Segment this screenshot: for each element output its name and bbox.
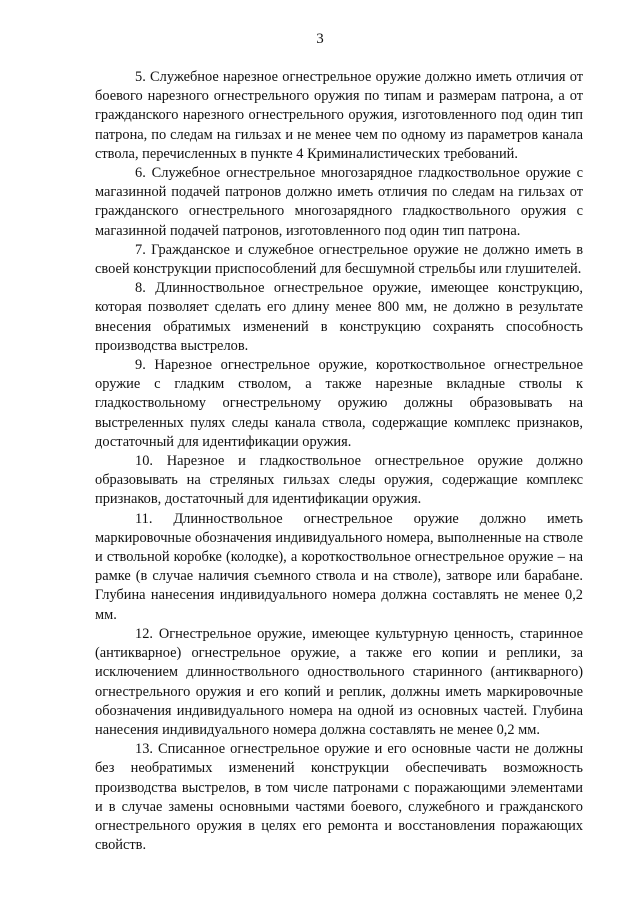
paragraph-12: 12. Огнестрельное оружие, имеющее культурную ценность, старинное (антикварное) огнестрельное оружие, а также его копии и реплики, за исключением длинноствольного одноствольного старинного (антикварного) огнестрельного оружия и его копий и реплик, должны иметь маркировочные обозначения индивидуального номера на одной из основных частей. Глубина нанесения индивидуального номера должна составлять не менее 0,2 мм. [95,625,583,738]
page-number: 3 [316,31,324,47]
document-body [95,68,583,855]
paragraph-10: 10. Нарезное и гладкоствольное огнестрельное оружие должно образовывать на стреляных гильзах следы оружия, содержащие комплекс признаков, достаточный для идентификации оружия. [95,453,583,508]
paragraph-13: 13. Списанное огнестрельное оружие и его основные части не должны без необратимых изменений конструкции обеспечивать возможность производства выстрелов, в том числе патронами с поражающими элементами и в случае замены основными частями боевого, служебного и гражданского огнестрельного оружия в целях его ремонта и восстановления поражающих свойств. [95,741,583,854]
paragraph-8: 8. Длинноствольное огнестрельное оружие, имеющее конструкцию, которая позволяет сделать его длину менее 800 мм, не должно в результате внесения обратимых изменений в конструкцию сохранять способность производства выстрелов. [95,280,583,354]
paragraph-11: 11. Длинноствольное огнестрельное оружие должно иметь маркировочные обозначения индивидуального номера, выполненные на стволе и ствольной коробке (колодке), а короткоствольное огнестрельное оружие – на рамке (в случае наличия съемного ствола и на стволе), затворе или барабане. Глубина нанесения индивидуального номера должна составлять не менее 0,2 мм. [95,510,583,623]
paragraph-7: 7. Гражданское и служебное огнестрельное оружие не должно иметь в своей конструкции приспособлений для бесшумной стрельбы или глушителей. [95,241,583,278]
paragraph-6: 6. Служебное огнестрельное многозарядное гладкоствольное оружие с магазинной подачей патронов должно иметь отличия по следам на гильзах от гражданского огнестрельного многозарядного гладкоствольного оружия с магазинной подачей патронов, изготовленного под один тип патрона. [95,165,583,239]
paragraph-9: 9. Нарезное огнестрельное оружие, короткоствольное огнестрельное оружие с гладким стволом, а также нарезные вкладные стволы к гладкоствольному огнестрельному оружию должны образовывать на выстреленных пулях следы канала ствола, содержащие комплекс признаков, достаточный для идентификации оружия. [95,357,583,450]
paragraph-5: 5. Служебное нарезное огнестрельное оружие должно иметь отличия от боевого нарезного огнестрельного оружия по типам и размерам патрона, а от гражданского нарезного огнестрельного оружия, изготовленного под один тип патрона, по следам на гильзах и не менее чем по одному из параметров канала ствола, перечисленных в пункте 4 Криминалистических требований. [95,69,583,162]
